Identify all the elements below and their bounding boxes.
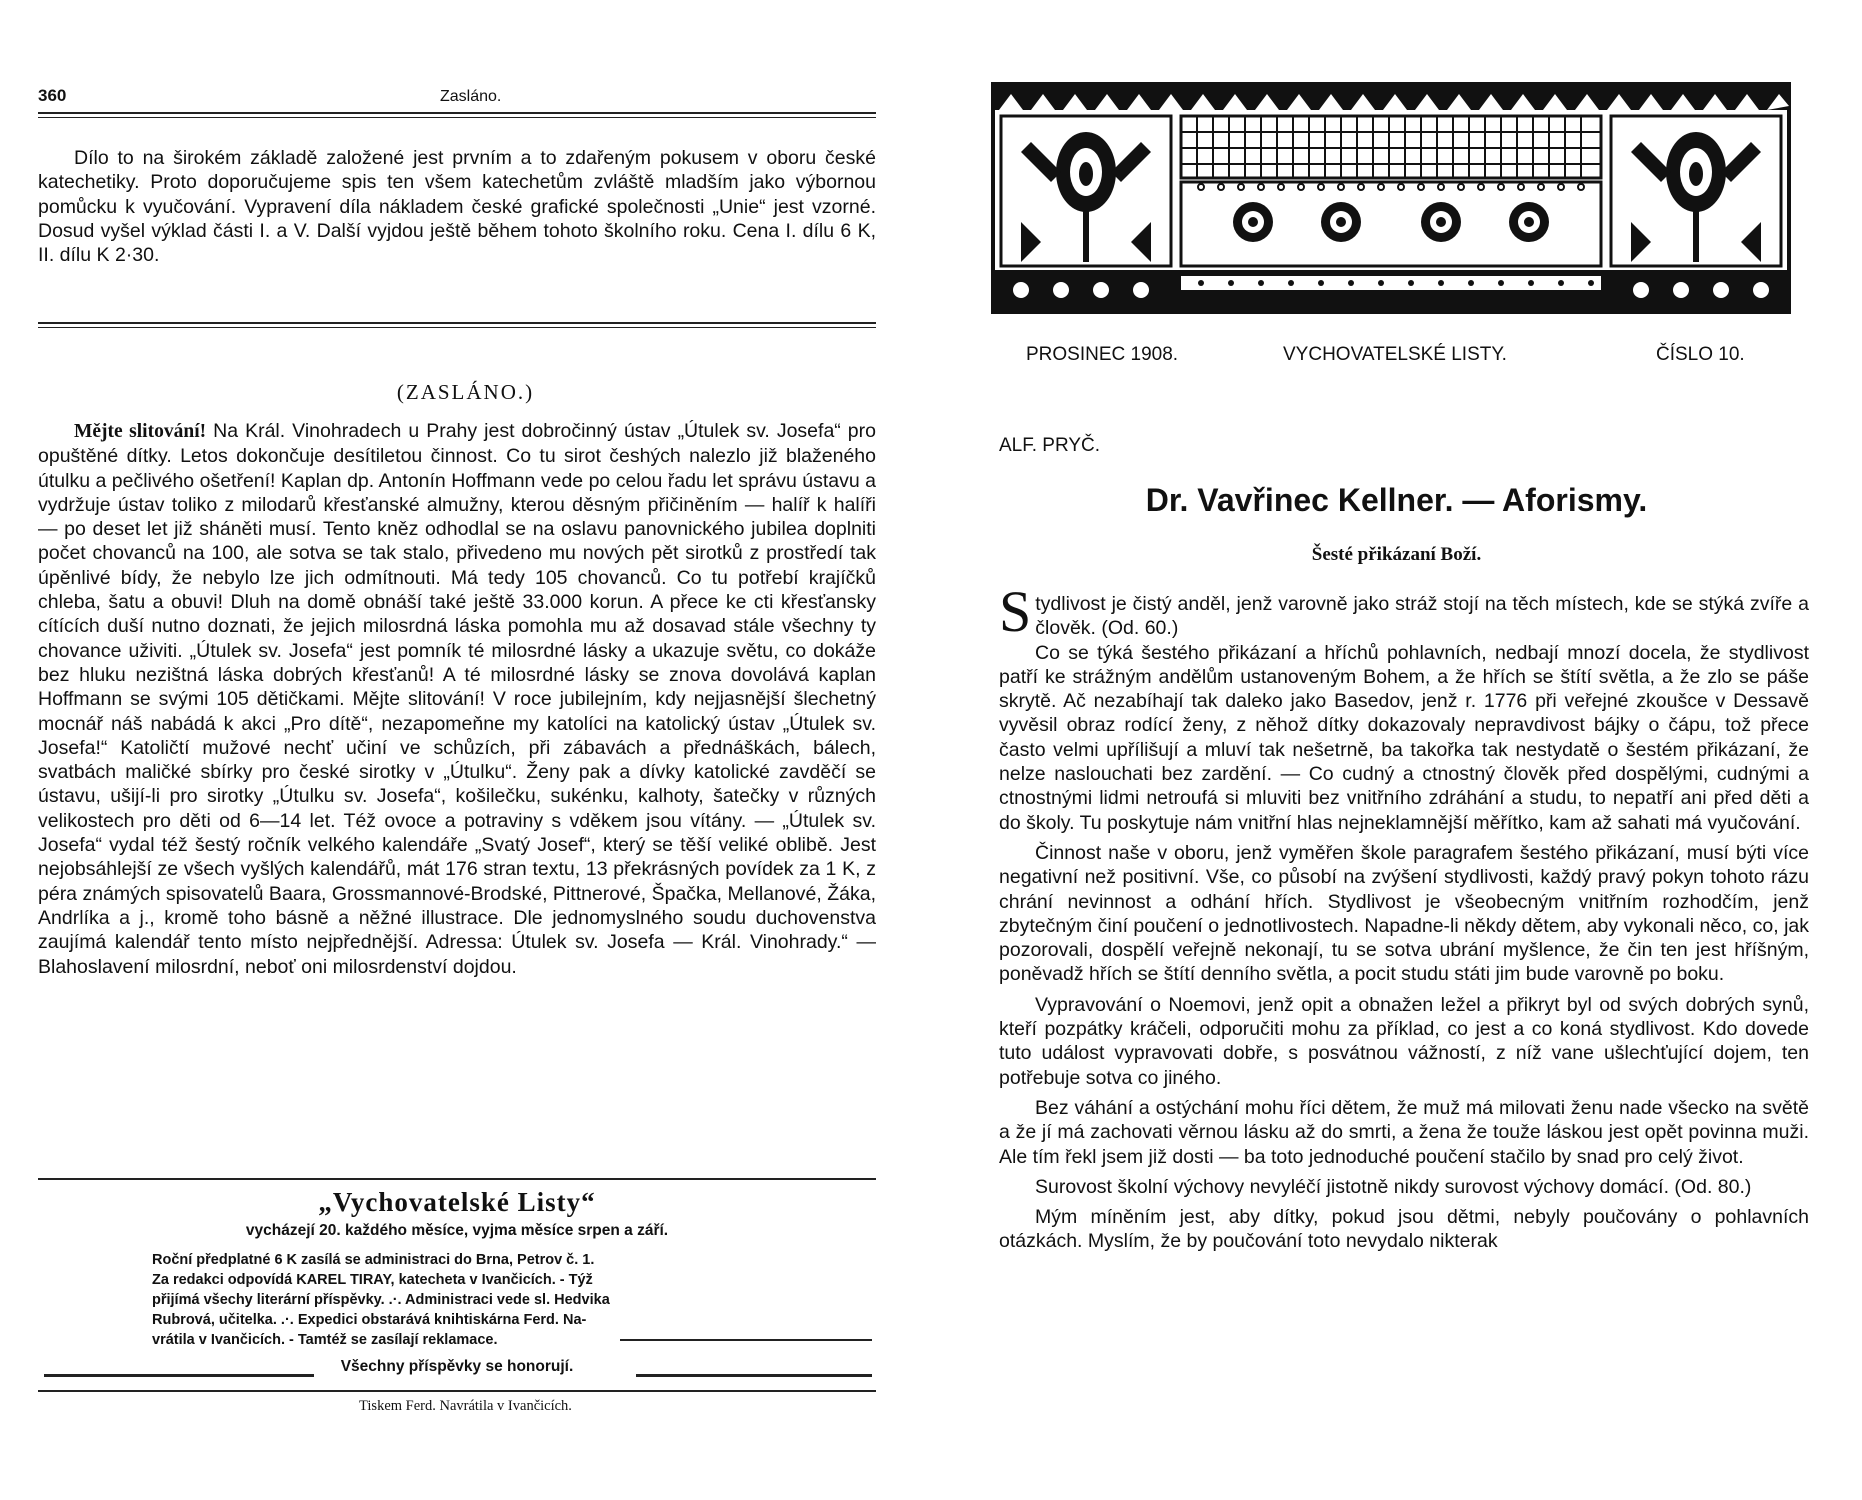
section-rule-thin <box>38 327 876 328</box>
page-number: 360 <box>38 86 67 105</box>
paragraph: Vypravování o Noemovi, jenž opit a obnažen ležel a přikryt byl od svých dobrých synů, kteří pozpátky kráčeli, odporučiti mohu za příklad, co jest a co koná stydlivost. Kdo dovede tuto událost vypravovati dobře, s posvátnou vážností, z níž vane ušlechťující dojem, ten potřebuje sotva co jiného. <box>999 993 1809 1089</box>
review-paragraph: Dílo to na širokém základě založené jest prvním a to zdařeným pokusem v oboru české katechetiky. Proto doporučujeme spis ten všem katechetům zvláště mladším jako výbornou pomůcku k vyučování. Vypravení díla nákladem české grafické společnosti „Unie“ jest vzorné. Dosud vyšel výklad části I. a V. Další vyjdou ještě během tohoto školního roku. Cena I. dílu 6 K, II. dílu K 2·30. <box>38 147 876 267</box>
box-top-rule <box>38 1178 876 1180</box>
header-date: PROSINEC 1908. <box>1026 344 1179 365</box>
zaslano-heading: (ZASLÁNO.) <box>396 380 535 404</box>
appeal-paragraph <box>38 419 876 979</box>
box-line: Za redakci odpovídá KAREL TIRAY, katecheta v Ivančicích. - Týž <box>152 1272 593 1288</box>
paragraph: Co se týká šestého přikázaní a hříchů pohlavních, nedbají mnozí docela, že stydlivost patří ke strážným andělům ustanoveným Bohem, a že hřích se štítí světla, a že zlo se páše skrytě. Ač nezabíhají tak daleko jako Basedov, jenž r. 1776 při veřejné zkoušce v Dessavě vyvěsil obraz rodící ženy, z něhož dítky dokazovaly nepravdivost bájky o čápu, tož přece často velmi upřílišují a mluví tak nešetrně, ba takořka tak nestydatě o šestém přikázaní, že nelze naslouchati bez zardění. — Co cudný a ctnostný člověk před dospělými, cudnými a ctnostnými lidmi netroufá si mluviti bez vnitřního zdráhání a studu, to nepatří ani před děti a do školy. Tu poskytuje nám vnitřní hlas nejneklamnější měřítko, kam až sahati má vyučování. <box>999 641 1809 834</box>
header-rule-thin <box>38 117 876 118</box>
paragraph: Mým míněním jest, aby dítky, pokud jsou dětmi, nebyly poučovány o pohlavních otázkách. Myslím, že by poučování toto nevydalo nikterak <box>999 1206 1809 1253</box>
drop-cap: S <box>999 579 1032 644</box>
box-line: Roční předplatné 6 K zasílá se administraci do Brna, Petrov č. 1. <box>152 1252 595 1268</box>
paragraph: Činnost naše v oboru, jenž vyměřen škole paragrafem šestého přikázaní, musí býti více negativní než positivní. Vše, co působí na zvýšení stydlivosti, každý pravý pokyn tohoto rázu chrání nevinnost a odhání hřích. Stydlivost je všeobecným vnitřním rozhodčím, jenž zbytečným činí poučení o jednotlivostech. Napadne-li někdy dětem, aby vykonali něco, co, jak pozorovali, dospělí veřejně nekonají, tu se sotva ubrání myšlence, že čin ten jest hříšným, poněvadž hřích se štítí denního světla, a pocit studu státi jim bude varovně po boku. <box>999 841 1809 986</box>
printer-note: Tiskem Ferd. Navrátila v Ivančicích. <box>359 1398 572 1414</box>
box-footer-rule-left <box>44 1374 314 1377</box>
box-bottom-rule <box>38 1390 876 1392</box>
box-title: „Vychovatelské Listy“ <box>318 1187 596 1217</box>
folk-ornament-banner <box>991 82 1791 314</box>
appeal-lead: Mějte slitování! <box>74 421 207 442</box>
header-journal: VYCHOVATELSKÉ LISTY. <box>1283 344 1507 365</box>
header-issue: ČÍSLO 10. <box>1656 344 1745 365</box>
header-rule <box>38 112 876 114</box>
paragraph: Surovost školní výchovy nevyléčí jistotně nikdy surovost výchovy domácí. (Od. 80.) <box>1035 1175 1752 1198</box>
article-author: ALF. PRYČ. <box>999 435 1101 456</box>
box-footer-rule-right <box>636 1374 872 1377</box>
box-line: Rubrová, učitelka. .·. Expedici obstarává knihtiskárna Ferd. Na- <box>152 1312 587 1328</box>
section-rule <box>38 322 876 324</box>
box-line: přijímá všechy literární příspěvky. .·. Administraci vede sl. Hedvika <box>152 1292 610 1308</box>
article-title: Dr. Vavřinec Kellner. — Aforismy. <box>1145 482 1648 518</box>
running-title: Zasláno. <box>440 88 502 105</box>
article-body <box>999 579 1809 1254</box>
box-subtitle: vycházejí 20. každého měsíce, vyjma měsíce srpen a září. <box>245 1222 669 1239</box>
box-body <box>42 1250 872 1350</box>
article-subtitle: Šesté přikázaní Boží. <box>1311 544 1482 565</box>
appeal-text: Na Král. Vinohradech u Prahy jest dobročinný ústav „Útulek sv. Josefa“ pro opuštěné dítky. Letos dokončuje desítiletou činnost. Co tu sirot česhých nalezlo již blaženého útulku a pečlivého ošetření! Kaplan dp. Antonín Hoffmann vede po celou řadu let správu ústavu a vydržuje ústav toliko z milodarů křesťanské almužny, kterou děsným přičiněním — halíř k halíři — po deset let již sháněti musí. Tento kněz odhodlal se na oslavu panovnického jubilea doplniti počet chovanců na 100, ale sotva se tak stalo, přivedeno mu nových pět sirotků z prostředí tak úpěnlivé bídy, že nebylo lze jich odmítnouti. Má tedy 105 chovanců. Co tu potřebí krajíčků chleba, šatu a obuvi! Dluh na domě obnáší také ještě 33.000 korun. A přece ke cti křesťansky cítících duší nutno doznati, že jejich milosrdná láska pomohla mu až dosavad stále všechny ty chovance uživiti. „Útulek sv. Josefa“ jest pomník té milosrdné lásky a ukazuje světu, co dokáže bez hluku nezištná láska dobrých křesťanů! A té milosrdné lásky se znova dovolává kaplan Hoffmann se svými 105 dětičkami. Mějte slitování! V roce jubilejním, kdy nejjasnější šlechetný mocnář náš nabádá k akci „Pro dítě“, nezapomeňne my katolíci na katolický ústav „Útulek sv. Josefa!“ Katoličtí mužové nechť učiní ve schůzích, při zábavách a přednáškách, bálech, svatbách maličké sbírky pro české sirotky v „Útulku“. Ženy pak a dívky katolické zavděčí se ústavu, ušijí-li pro sirotky „Útulku sv. Josefa“, košilečku, sukénku, kalhoty, šatečky v různých velikostech pro děti od 6—14 let. Též ovoce a potraviny s vděkem jsou vítány. — „Útulek sv. Josefa“ vydal též šestý ročník velkého kalendáře „Svatý Josef“, který se těší veliké oblibě. Jest nejobsáhlejší ze všech vyšlých kalendářů, mát 176 stran textu, 13 překrásných povídek za 1 K, z péra známých spisovatelů Baara, Grossmannové-Brodské, Pittnerové, Špačka, Mellanové, Žáka, Andrlíka a j., kromě toho básně a něžné illustrace. Dle jednomyslného soudu duchovenstva zaujímá kalendář tento místo nejpřednější. Adressa: Útulek sv. Josefa — Král. Vinohrady.“ — Blahoslavení milosrdní, neboť oni milosrdenství dojdou. <box>38 420 876 978</box>
box-line-rule <box>620 1339 872 1341</box>
right-page <box>931 0 1862 1500</box>
paragraph: tydlivost je čistý anděl, jenž varovně jako stráž stojí na těch místech, kde se stýká zvíře a člověk. (Od. 60.) <box>1035 593 1809 640</box>
box-footer: Všechny příspěvky se honorují. <box>340 1358 574 1375</box>
subscription-box <box>42 1187 872 1376</box>
box-line: vrátila v Ivančicích. - Tamtéž se zasílají reklamace. <box>152 1332 498 1348</box>
paragraph: Bez váhání a ostýchání mohu říci dětem, že muž má milovati ženu nade všecko na světě a že jí má zachovati věrnou lásku až do smrti, a žena že touže láskou jest opět povinna muži. Ale tím řekl jsem již dosti — ba toto jednoduché poučení stačilo by snad pro celý život. <box>999 1096 1809 1168</box>
